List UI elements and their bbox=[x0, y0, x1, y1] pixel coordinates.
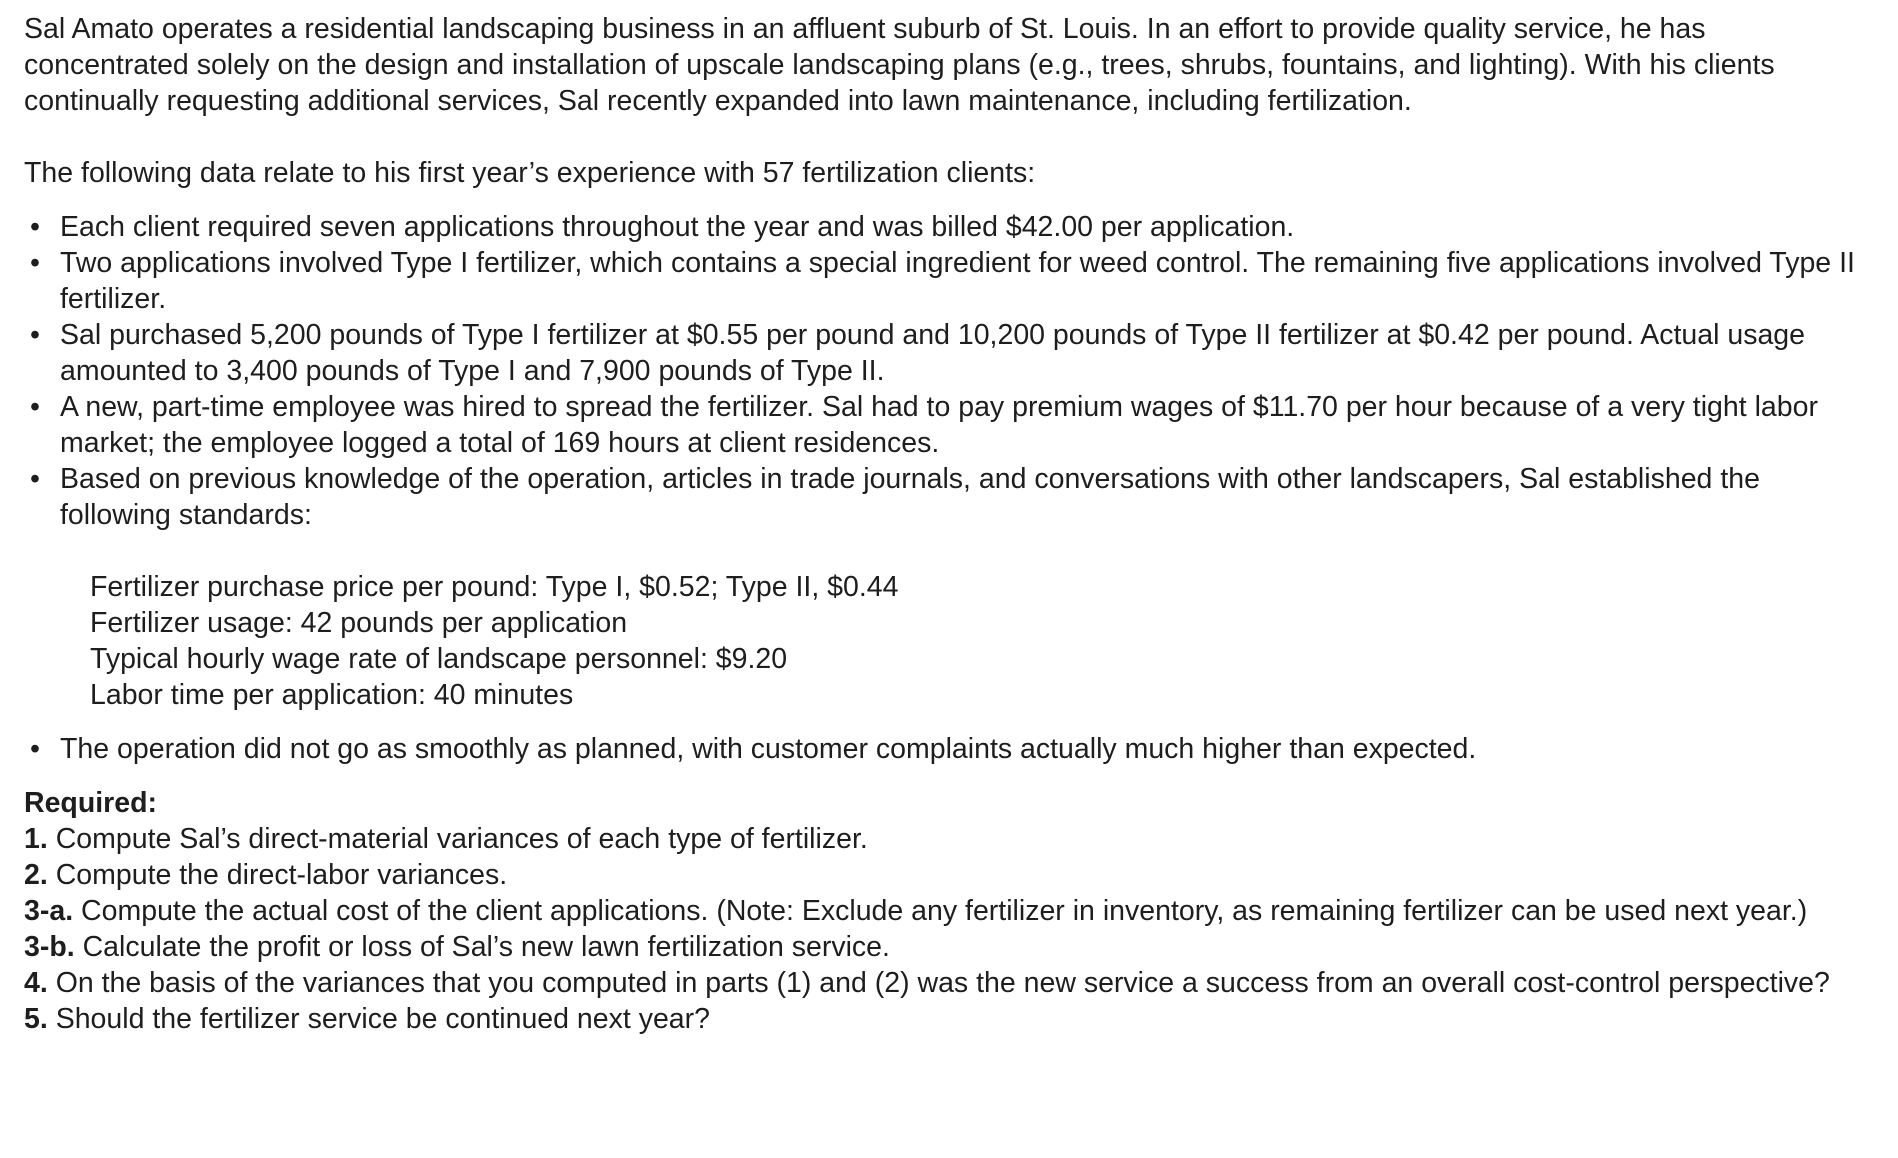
intro-paragraph: Sal Amato operates a residential landscaping business in an affluent suburb of St. Louis. In an effort to provide quality service, he has concentrated solely on the design and installation of upscale landscaping plans (e.g., trees, shrubs, fountains, and lighting). With his clients continually requesting additional services, Sal recently expanded into lawn maintenance, including fertilization. bbox=[24, 13, 1775, 117]
bullet-item-standards: • Based on previous knowledge of the operation, articles in trade journals, and conversations with other landscapers, Sal established the following standards: bbox=[24, 461, 1874, 533]
required-item bbox=[24, 965, 1874, 1001]
bullet-item-fertilizer-types: • Two applications involved Type I fertilizer, which contains a special ingredient for weed control. The remaining five applications involved Type II fertilizer. bbox=[24, 245, 1874, 317]
required-item-number: 4. bbox=[24, 967, 48, 999]
bullet-item-purchases: • Sal purchased 5,200 pounds of Type I fertilizer at $0.55 per pound and 10,200 pounds of Type II fertilizer at $0.42 per pound. Actual usage amounted to 3,400 pounds of Type I and 7,900 pounds of Type II. bbox=[24, 317, 1874, 389]
required-item-number: 1. bbox=[24, 823, 48, 855]
required-item-text: Compute Sal’s direct-material variances of each type of fertilizer. bbox=[47, 823, 868, 855]
required-item bbox=[24, 821, 1874, 857]
required-item bbox=[24, 1001, 1874, 1037]
standard-labor-time: Labor time per application: 40 minutes bbox=[90, 679, 574, 711]
required-section bbox=[24, 785, 1874, 1037]
required-item-text: Calculate the profit or loss of Sal’s new lawn fertilization service. bbox=[74, 931, 890, 963]
required-item-text: On the basis of the variances that you computed in parts (1) and (2) was the new service a success from an overall cost-control perspective? bbox=[47, 967, 1830, 999]
required-item bbox=[24, 857, 1874, 893]
required-item-number: 5. bbox=[24, 1003, 48, 1035]
required-item-number: 3-b. bbox=[24, 931, 75, 963]
standard-purchase-price: Fertilizer purchase price per pound: Type I, $0.52; Type II, $0.44 bbox=[90, 571, 899, 603]
bullet-item-complaints: • The operation did not go as smoothly as planned, with customer complaints actually much higher than expected. bbox=[24, 731, 1874, 767]
required-item-number: 2. bbox=[24, 859, 48, 891]
standard-usage: Fertilizer usage: 42 pounds per application bbox=[90, 607, 628, 639]
bullet-item-applications: • Each client required seven applications throughout the year and was billed $42.00 per application. bbox=[24, 209, 1874, 245]
data-bullet-list bbox=[24, 209, 1874, 533]
standards-block bbox=[90, 569, 1874, 713]
required-item-number: 3-a. bbox=[24, 895, 74, 927]
required-item-text: Should the fertilizer service be continued next year? bbox=[47, 1003, 710, 1035]
required-heading: Required: bbox=[24, 787, 158, 819]
required-item bbox=[24, 893, 1874, 929]
required-item-text: Compute the direct-labor variances. bbox=[47, 859, 508, 891]
lead-sentence: The following data relate to his first year’s experience with 57 fertilization clients: bbox=[24, 157, 1036, 189]
standard-wage-rate: Typical hourly wage rate of landscape personnel: $9.20 bbox=[90, 643, 788, 675]
final-bullet-list bbox=[24, 731, 1874, 767]
required-item-text: Compute the actual cost of the client applications. (Note: Exclude any fertilizer in inventory, as remaining fertilizer can be used next year.) bbox=[73, 895, 1808, 927]
bullet-item-labor: • A new, part-time employee was hired to spread the fertilizer. Sal had to pay premium wages of $11.70 per hour because of a very tight labor market; the employee logged a total of 169 hours at client residences. bbox=[24, 389, 1874, 461]
required-item bbox=[24, 929, 1874, 965]
